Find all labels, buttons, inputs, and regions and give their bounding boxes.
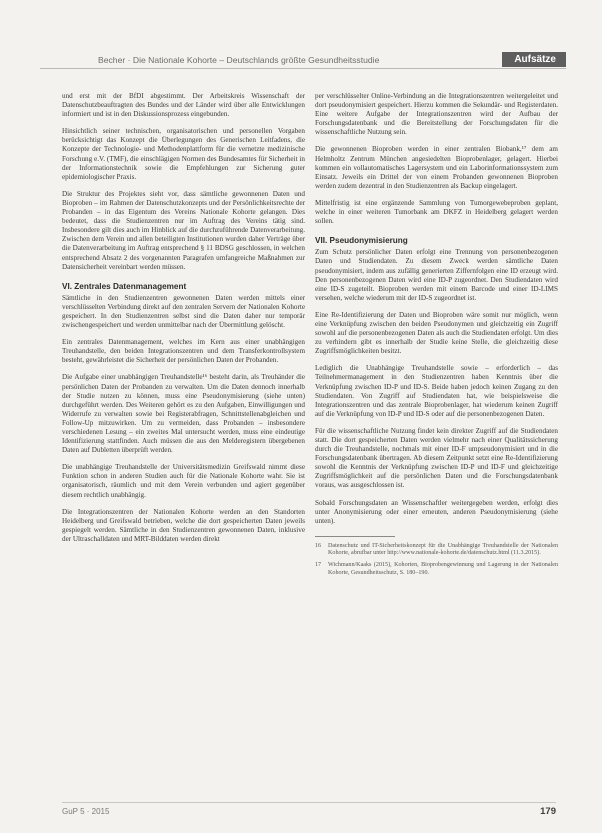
journal-issue: GuP 5 · 2015 — [62, 806, 110, 816]
paragraph: Für die wissenschaftliche Nutzung findet kein direkter Zugriff auf die Studiendaten statt. Die dort gespeicherten Daten werden vielmehr nach einer Qualitätssicherung durch die Treuhandstelle, nochmals mit einer ID-F umpseudonymisiert und in die Forschungsdatenbank übertragen. Ab diesem Zeitpunkt setzt eine Re-Identifizierung sowohl die Kenntnis der Verknüpfung zwischen ID-P und ID-F und gleichzeitige Zugriffsmöglichkeit auf die persönlichen Daten und die Forschungsdatenbank voraus, was ausgeschlossen ist. — [315, 426, 558, 490]
paragraph: per verschlüsselter Online-Verbindung an die Integrationszentren weitergeleitet und dort pseudonymisiert gespeichert. Hierzu kommen die Sekundär- und Registerdaten. Eine weitere Aufgabe der Integrationszentren wird der Aufbau der Forschungsdatenbank und die Bereitstellung der Forschungsdaten für die wissenschaftliche Nutzung sein. — [315, 92, 558, 137]
paragraph: Sämtliche in den Studienzentren gewonnenen Daten werden mittels einer verschlüsselten Verbindung direkt auf den zentralen Servern der Nationalen Kohorte gespeichert. In den Studienzentren selbst sind die Daten daher nur temporär zwischengespeichert und werden unmittelbar nach der Übermittlung gelöscht. — [62, 293, 305, 330]
paragraph: Lediglich die Unabhängige Treuhandstelle sowie – erforderlich – das Teilnehmermanagement in den Studienzentren haben Kenntnis über die Verknüpfung zwischen ID-P und ID-S. Beide haben jedoch keinen Zugang zu den Studiendaten. Von Zugriff auf Studiendaten hat, wie beispielsweise die Integrationszentren und das zentrale Bioprobenlager, hat wiederum keinen Zugriff auf die Verknüpfung von ID-P und ID-S oder auf die personenbezogenen Daten. — [315, 364, 558, 418]
footnote — [315, 562, 558, 577]
right-column — [315, 92, 558, 581]
paragraph: Eine Re-Identifizierung der Daten und Bioproben wäre somit nur möglich, wenn eine Verknüpfung zwischen den beiden Pseudonymen und gleichzeitig ein Zugriff sowohl auf die personenbezogenen Daten als auch die Studiendaten erfolgt. Um dies zu verhindern gibt es innerhalb der Studie keine Stelle, die gleichzeitig diese Zugriffsmöglichkeiten besitzt. — [315, 310, 558, 356]
paragraph: Die unabhängige Treuhandstelle der Universitätsmedizin Greifswald nimmt diese Funktion schon in anderen Studien auch für die Nationale Kohorte wahr. Sie ist organisatorisch, räumlich und mit dem Verein verbunden und agiert gegenüber diesem rechtlich unabhängig. — [62, 463, 305, 499]
left-column — [62, 92, 305, 552]
paragraph: Die Aufgabe einer unabhängigen Treuhandstelle¹⁶ besteht darin, als Treuhänder die persönlichen Daten der Probanden zu verwalten. Um die Daten dennoch innerhalb der Studie nutzen zu können, muss eine Pseudonymisierung (siehe unten) durchgeführt werden. Des Weiteren gehört es zu den Aufgaben, Einwilligungen und Widerrufe zu verwalten sowie bei Registerabfragen, Schnittstellenabgleichen und Follow-Up mitzuwirken. Um zu vermeiden, dass Probanden – insbesondere verschiedenen Lesung – ein zweites Mal untersucht werden, muss eine eindeutige Identifizierung stattfinden. Auch müssen die aus den Melderegistern übergebenen Daten auf Dubletten überprüft werden. — [62, 373, 305, 455]
footnote-divider — [315, 536, 395, 537]
page-number: 179 — [540, 805, 556, 817]
paragraph: Ein zentrales Datenmanagement, welches im Kern aus einer unabhängigen Treuhandstelle, den beiden Integrationszentren und dem Transferkontrollsystem besteht, gewährleistet die Sicherheit der persönlichen Daten der Probanden. — [62, 338, 305, 365]
paragraph: Zum Schutz persönlicher Daten erfolgt eine Trennung von personenbezogenen Daten und Studiendaten. Zu diesem Zweck werden sämtliche Daten pseudonymisiert, indem aus zufällig generierten Ziffernfolgen eine ID erzeugt wird. Den personenbezogenen Daten wird eine ID-P zugeordnet. Den Studiendaten wird eine ID-S zugeteilt. Bioproben werden mit einem Barcode und einer ID-LIMS versehen, welche wiederum mit der ID-S zugeordnet ist. — [315, 248, 558, 302]
paragraph: Die Struktur des Projektes sieht vor, dass sämtliche gewonnenen Daten und Bioproben – im Rahmen der Datenschutzkonzepts und der Persönlichkeitsrechte der Probanden – in das Eigentum des Vereins Nationale Kohorte gelangen. Dies bedeutet, dass die Studienzentren nur im Auftrag des Vereins tätig sind. Insbesondere gilt dies auch im Hinblick auf die durchzuführende Datenverarbeitung. Zwischen dem Verein und allen beteiligten Institutionen wurden daher Verträge über die Datenverarbeitung im Auftrag entsprechend § 11 BDSG geschlossen, in welchen entsprechend Absatz 2 des vorgenannten Paragrafen umfangreiche Maßnahmen zur Datensicherheit vereinbart werden müssen. — [62, 189, 305, 271]
section-heading: VII. Pseudonymisierung — [315, 236, 408, 246]
paragraph: und erst mit der BfDI abgestimmt. Der Arbeitskreis Wissenschaft der Datenschutzbeauftragten des Bundes und der Länder wird über alle Entwicklungen informiert und ist in den Diskussionsprozess eingebunden. — [62, 92, 305, 119]
footnote-number: 17 — [315, 562, 322, 569]
section-label: Aufsätze — [502, 52, 566, 67]
paragraph: Hinsichtlich seiner technischen, organisatorischen und personellen Vorgaben berücksichtigt das Konzept die Überlegungen des Generischen Leitfadens, die Konzepte der Technologie- und Methodenplattform für die vernetzte medizinische Forschung e.V. (TMF), die einschlägigen Normen des Bundesamtes für Sicherheit in der Informationstechnik sowie die Empfehlungen zur Sicherung guter epidemiologischer Praxis. — [62, 127, 305, 181]
footnote-number: 16 — [315, 542, 322, 549]
running-header — [40, 52, 556, 67]
footnote-text: Wichmann/Kaaks (2015), Kohorten, Bioprobengewinnung und Lagerung in der Nationalen Kohorte, Gesundheitsschutz, S. 180–190. — [328, 562, 558, 576]
footnote-text: Datenschutz und IT-Sicherheitskonzept für die Unabhängige Treuhandstelle der Nationalen Kohorte, abrufbar unter http://www.nationale-kohorte.de/datenschutz.html (11.3.2015). — [328, 542, 558, 557]
header-divider — [40, 68, 566, 69]
running-title: Becher · Die Nationale Kohorte – Deutschlands größte Gesundheitsstudie — [98, 54, 380, 65]
paragraph: Sobald Forschungsdaten an Wissenschaftler weitergegeben werden, erfolgt dies unter Anonymisierung oder einer erneuten, anderen Pseudonymisierung (siehe unten). — [315, 498, 558, 525]
footnote — [315, 543, 558, 558]
footer-divider — [62, 802, 556, 803]
section-heading: VI. Zentrales Datenmanagement — [62, 281, 187, 291]
paragraph: Die gewonnenen Bioproben werden in einer zentralen Biobank,¹⁷ dem am Helmholtz Zentrum München angesiedelten Bioprobenlager, gelagert. Hierbei kommen ein vollautomatisches Lagersystem und ein Laborinformationssystem zum Einsatz. Jeweils ein Drittel der von einem Probanden gewonnenen Bioproben werden zudem dezentral in den Studienzentren als Backup eingelagert. — [315, 145, 558, 190]
page-footer — [62, 804, 556, 818]
paragraph: Die Integrationszentren der Nationalen Kohorte werden an den Standorten Heidelberg und Greifswald betrieben, welche die dort gespeicherten Daten jeweils gespiegelt werden. Sämtliche in den Studienzentren gewonnenen Daten, inklusive der Ultraschalldaten und MRT-Bilddaten werden direkt — [62, 507, 305, 543]
paragraph: Mittelfristig ist eine ergänzende Sammlung von Tumorgewebeproben geplant, welche in einer weiteren Tumorbank am DKFZ in Heidelberg gelagert werden sollen. — [315, 198, 558, 226]
